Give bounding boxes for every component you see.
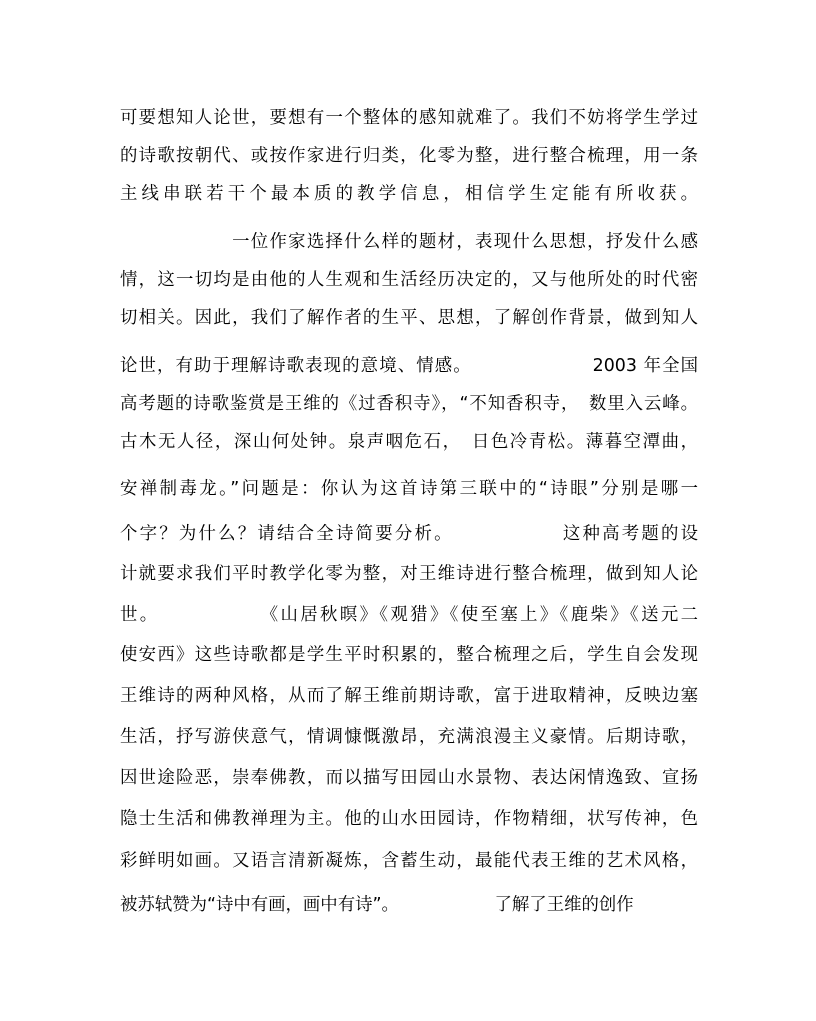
text-line: 论世，有助于理解诗歌表现的意境、情感。 2003 年全国: [120, 356, 698, 376]
text-line: 因世途险恶，崇奉佛教，而以描写田园山水景物、表达闲情逸致、宣扬: [120, 768, 698, 788]
text-line: 彩鲜明如画。又语言清新凝炼，含蓄生动，最能代表王维的艺术风格，: [120, 851, 698, 871]
text-line: 隐士生活和佛教禅理为主。他的山水田园诗，作物精细，状写传神，色: [120, 809, 698, 829]
text-line: 的诗歌按朝代、或按作家进行归类，化零为整，进行整合梳理，用一条: [120, 146, 698, 166]
text-line: 情，这一切均是由他的人生观和生活经历决定的，又与他所处的时代密: [120, 270, 698, 290]
text-line: 生活，抒写游侠意气，情调慷慨激昂，充满浪漫主义豪情。后期诗歌，: [120, 727, 698, 747]
text-line: 王维诗的两种风格，从而了解王维前期诗歌，富于进取精神，反映边塞: [120, 686, 698, 706]
text-line: 可要想知人论世，要想有一个整体的感知就难了。我们不妨将学生学过: [120, 108, 698, 128]
text-line: 高考题的诗歌鉴赏是王维的《过香积寺》，“不知香积寺， 数里入云峰。: [120, 394, 698, 414]
text-line: 世。 《山居秋暝》《观猎》《使至塞上》《鹿柴》《送元二: [120, 605, 698, 625]
text-line: 一位作家选择什么样的题材，表现什么思想，抒发什么感: [120, 232, 698, 252]
text-line: 个字？为什么？请结合全诗简要分析。 这种高考题的设: [120, 524, 698, 544]
text-line: 被苏轼赞为“诗中有画，画中有诗”。 了解了王维的创作: [120, 895, 634, 915]
text-line: 安禅制毒龙。”问题是：你认为这首诗第三联中的“诗眼”分别是哪一: [120, 479, 698, 499]
text-line: 主线串联若干个最本质的教学信息，相信学生定能有所收获。: [120, 184, 698, 204]
text-line: 古木无人径，深山何处钟。泉声咽危石， 日色冷青松。薄暮空潭曲，: [120, 432, 698, 452]
text-line: 切相关。因此，我们了解作者的生平、思想，了解创作背景，做到知人: [120, 308, 698, 328]
text-line: 计就要求我们平时教学化零为整，对王维诗进行整合梳理，做到知人论: [120, 564, 698, 584]
text-line: 使安西》这些诗歌都是学生平时积累的，整合梳理之后，学生自会发现: [120, 645, 698, 665]
